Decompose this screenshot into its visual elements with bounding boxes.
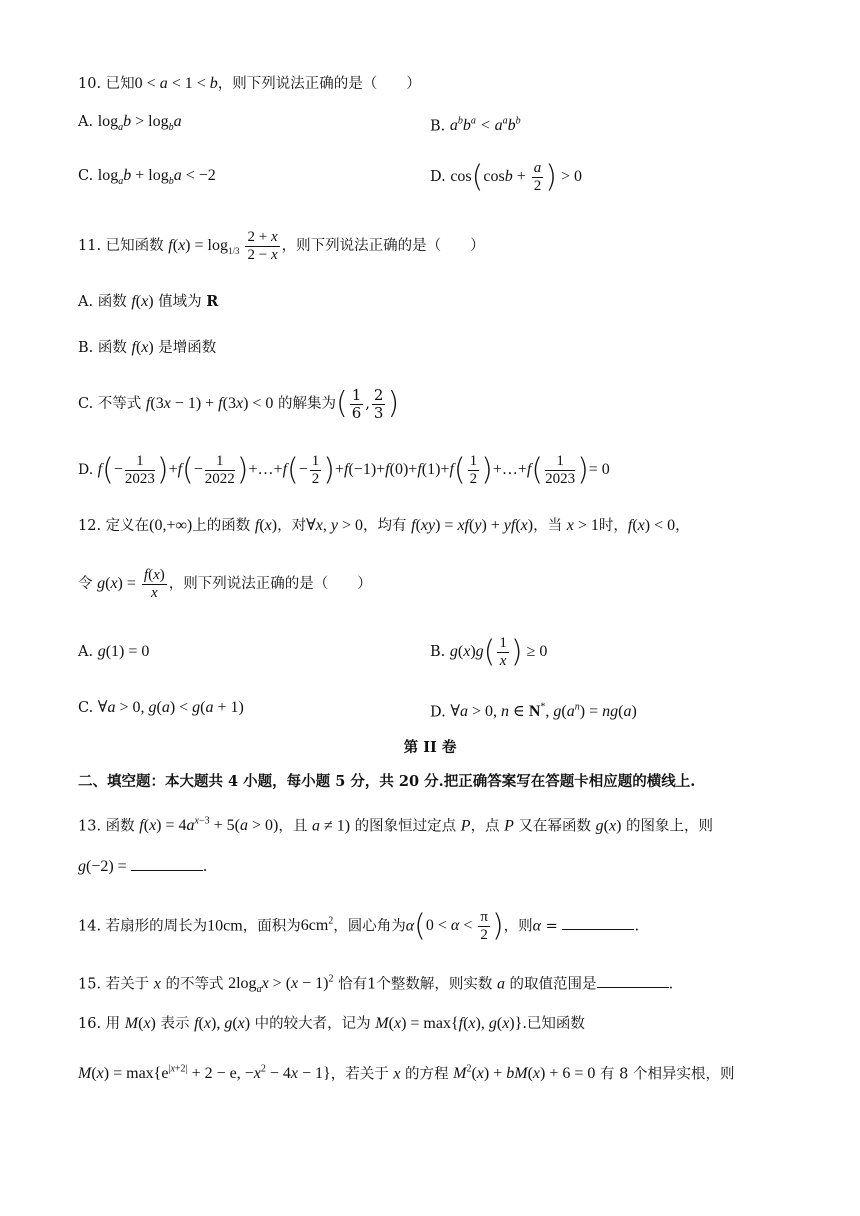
q10-stem: 10. 已知0 < a < 1 < b，则下列说法正确的是（ ）: [78, 75, 421, 92]
q10-option-c: C. $\log_ab + \log_ba < -2$: [78, 167, 216, 188]
q16-line2: $M(x) = \max\{e^{|x+2|} + 2 - e$, $-x^2 - 4x - 1$}，若关于 x 的方程 $M^2(x) + bM(x) + 6 = 0$ 有 8 个相异实根，则: [78, 1064, 735, 1083]
q16-line1: 16. 用 M(x) 表示 f(x), g(x) 中的较大者，记为 M(x) = max{f(x), g(x)}.已知函数: [78, 1015, 585, 1032]
q12-option-c: C. ∀a > 0, g(a) < g(a + 1): [78, 699, 244, 716]
q11-option-a: A. 函数 f(x) 值域为 R: [78, 293, 219, 310]
q12-option-d: D. ∀a > 0, n ∈ N*, $g(a^n) = ng(a)$: [430, 702, 637, 721]
q12-stem-line2: 令 g(x) = $\frac{f(x)}{x}$ ，则下列说法正确的是（ ）: [78, 566, 372, 601]
q13-line1: 13. 函数 $f(x) = 4a^{x-3} + 5(a > 0)$，且 a ≠ 1) 的图象恒过定点 P，点 P 又在幂函数 g(x) 的图象上，则: [78, 816, 714, 835]
q10-option-a: A. $\log_ab > \log_ba$: [78, 113, 182, 134]
q10-option-b: B. $a^bb^a < a^ab^b$: [430, 116, 521, 135]
q12-stem-line1: 12. 定义在(0,+∞)上的函数 f(x)，对∀x, y > 0，均有 f(xy) = xf(y) + yf(x)，当 x > 1时，f(x) < 0，: [78, 517, 690, 534]
q15-line: 15. 若关于 x 的不等式 $2\log_ax > (x - 1)^2$ 恰有1个整数解，则实数 a 的取值范围是 .: [78, 974, 674, 996]
q11-option-b: B. 函数 f(x) 是增函数: [78, 339, 217, 356]
q10-option-d: D. cos(cosb + $\frac{a}{2}$ ) > 0: [430, 159, 582, 195]
q13-line2: g(−2) = .: [78, 858, 208, 875]
q14-answer-blank[interactable]: [562, 915, 634, 930]
section-title: 二、填空题：本大题共 4 小题，每小题 5 分，共 20 分.把正确答案写在答题卡相应题的横线上.: [78, 773, 696, 790]
q15-answer-blank[interactable]: [597, 973, 669, 988]
q14-line: 14. 若扇形的周长为10cm，面积为$6cm^2$，圆心角为α(0 < α < $\frac{\pi}{2}$ )，则α = .: [78, 908, 640, 944]
q12-option-a: A. g(1) = 0: [78, 643, 150, 660]
q11-stem: 11. 已知函数 $f(x) = \log_{1/3}$ $\frac{2 + x}{2 - x}$ ，则下列说法正确的是（ ）: [78, 228, 485, 263]
q13-answer-blank[interactable]: [131, 856, 203, 871]
q12-option-b: B. g(x)g( $\frac{1}{x}$ ) ≥ 0: [430, 634, 548, 670]
q11-option-c: C. 不等式 f(3x − 1) + f(3x) < 0 的解集为( $\frac{1}{6}$ , $\frac{2}{3}$ ): [78, 385, 400, 422]
q11-option-d: D. f(− $\frac{1}{2023}$ )+f(− $\frac{1}{2022}$ )+…+f(− $\frac{1}{2}$ )+f(−1)+f(0)+f(1)+f( $\frac{1}{2}$ )+…+f( $\frac{1}{2023}$ )= 0: [78, 452, 610, 488]
volume-title: 第 II 卷: [403, 739, 457, 756]
